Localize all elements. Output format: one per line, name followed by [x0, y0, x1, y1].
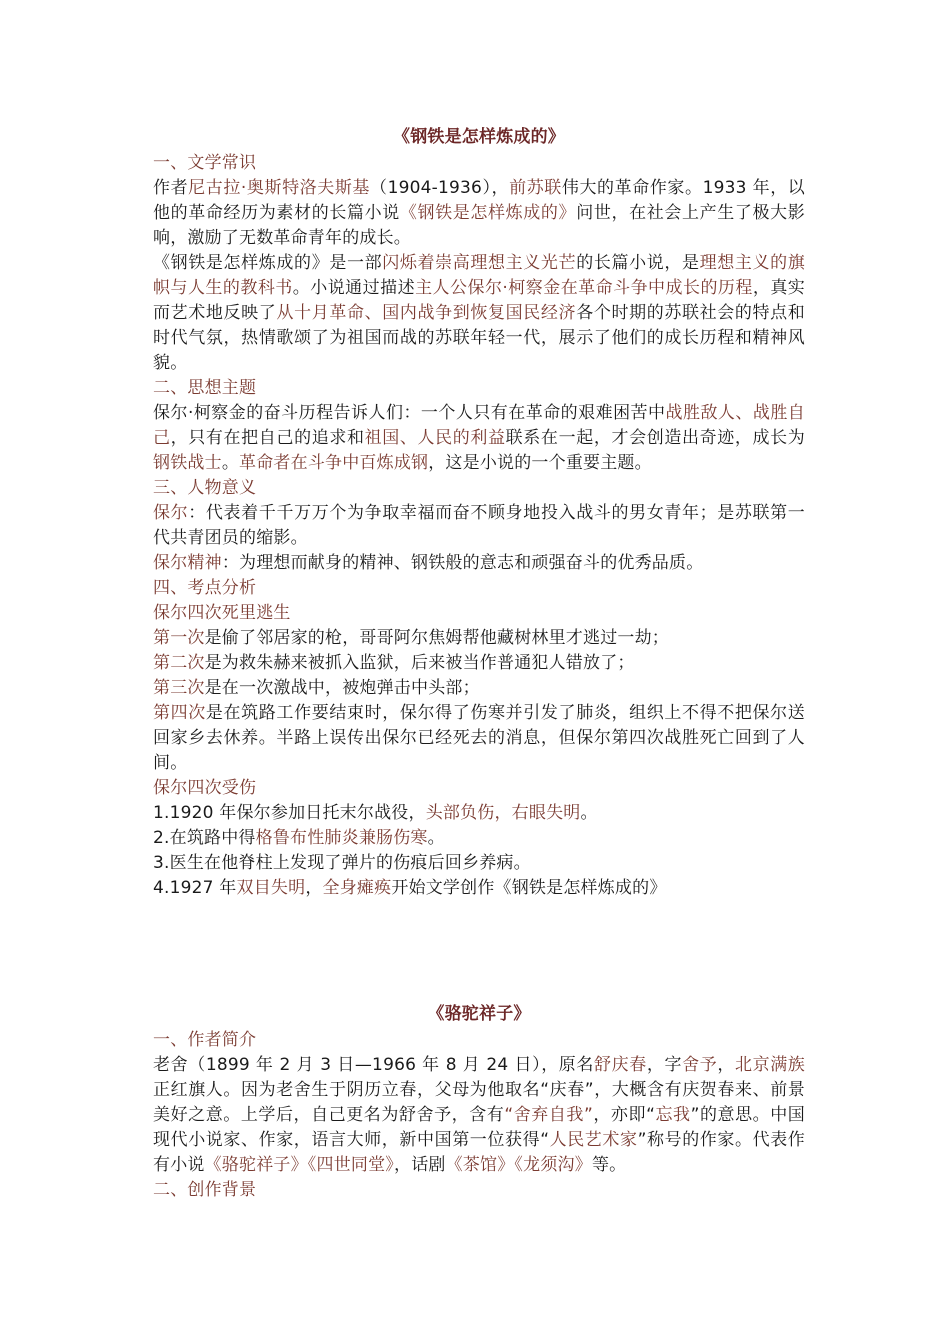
section1-title: 《钢铁是怎样炼成的》 [393, 127, 565, 147]
highlighted-text: 主人公保尔·柯察金在革命斗争中成长的历程 [415, 278, 753, 298]
text-run: 正红旗人。因为老舍生于阴历立春，父母为他取名“庆春”，大概含有庆贺春来、前景美好之意。上学后，自己更名为舒舍予，含有 [153, 1080, 805, 1125]
section1-paragraph-10 [153, 801, 805, 826]
text-run: 是在筑路工作要结束时，保尔得了伤寒并引发了肺炎，组织上不得不把保尔送回家乡去休养。半路上误传出保尔已经死去的消息，但保尔第四次战胜死亡回到了人间。 [153, 703, 805, 773]
text-run: ，这是小说的一个重要主题。 [428, 453, 652, 473]
text-run: 1.1920 年保尔参加日托末尔战役， [153, 803, 426, 823]
text-run: ， [717, 1055, 735, 1075]
text-run: ，真实而艺术地反映了 [153, 278, 805, 323]
highlighted-text: 钢铁战士 [153, 453, 222, 473]
section-gap [153, 901, 805, 1001]
highlighted-text: 头部负伤，右眼失明 [425, 803, 581, 823]
highlighted-text: 战胜敌人、战胜自己 [153, 403, 805, 448]
section1-paragraph-5 [153, 551, 805, 576]
highlighted-text: 第二次 [153, 653, 205, 673]
section1-paragraph-11 [153, 826, 805, 851]
highlighted-text: 舍予 [682, 1055, 718, 1075]
section1-subheading-injuries: 保尔四次受伤 [153, 778, 257, 798]
section1-paragraph-3 [153, 401, 805, 476]
highlighted-text: 从十月革命、国内战争到恢复国民经济 [276, 303, 577, 323]
text-run: 2.在筑路中得 [153, 828, 256, 848]
highlighted-text: 第一次 [153, 628, 205, 648]
highlighted-text: 革命者在斗争中百炼成钢 [239, 453, 429, 473]
highlighted-text: 双目失明 [236, 878, 306, 898]
section1-heading-4: 四、考点分析 [153, 578, 257, 598]
text-run: 是为救朱赫来被抓入监狱，后来被当作普通犯人错放了； [204, 653, 635, 673]
highlighted-text: 《茶馆》《龙须沟》 [445, 1155, 592, 1175]
text-run: ，亦即“ [593, 1105, 656, 1125]
text-run: ，只有在把自己的追求和 [170, 428, 365, 448]
highlighted-text: 保尔 [153, 503, 189, 523]
highlighted-text: 格鲁布性肺炎兼肠伤寒 [255, 828, 428, 848]
text-run: 4.1927 年 [153, 878, 237, 898]
section1-paragraph-12 [153, 851, 805, 876]
section1-paragraph-6 [153, 626, 805, 651]
highlighted-text: 人民艺术家 [549, 1130, 638, 1150]
section1-paragraph-7 [153, 651, 805, 676]
section2-title: 《骆驼祥子》 [427, 1004, 531, 1024]
text-run: 伟大的革命作家。1933 年，以他的革命经历为素材的长篇小说 [153, 178, 805, 223]
text-run: 3.医生在他脊柱上发现了弹片的伤痕后回乡养病。 [153, 853, 531, 873]
section1-paragraph-2 [153, 251, 805, 376]
text-run: 等。 [591, 1155, 627, 1175]
highlighted-text: 前苏联 [509, 178, 562, 198]
text-run: ”称号的作家。代表作有小说 [153, 1130, 806, 1175]
highlighted-text: 尼古拉·奥斯特洛夫斯基 [188, 178, 371, 198]
highlighted-text: 舒庆春 [594, 1055, 647, 1075]
text-run: 的长篇小说，是 [576, 253, 700, 273]
section1-paragraph-4 [153, 501, 805, 551]
text-run: ， [305, 878, 323, 898]
text-run: 是偷了邻居家的枪，哥哥阿尔焦姆帮他藏树林里才逃过一劫； [204, 628, 670, 648]
highlighted-text: 《骆驼祥子》《四世同堂》 [204, 1155, 395, 1175]
section1-subheading-escapes: 保尔四次死里逃生 [153, 603, 291, 623]
highlighted-text: 闪烁着崇高理想主义光芒 [382, 253, 577, 273]
text-run: 。 [580, 803, 598, 823]
highlighted-text: 第三次 [153, 678, 205, 698]
text-run: ：为理想而献身的精神、钢铁般的意志和顽强奋斗的优秀品质。 [221, 553, 704, 573]
text-run: ”的意思。中国现代小说家、作家，语言大师，新中国第一位获得“ [153, 1105, 806, 1150]
highlighted-text: 全身瘫痪 [322, 878, 392, 898]
highlighted-text: 理想主义的旗帜与人生的教科书 [153, 253, 806, 298]
section1-paragraph-1 [153, 176, 805, 251]
text-run: ，话剧 [394, 1155, 446, 1175]
text-run: （1904-1936）， [370, 178, 510, 198]
section1-heading-2: 二、思想主题 [153, 378, 257, 398]
text-run: 是在一次激战中，被炮弹击中头部； [204, 678, 480, 698]
section1-paragraph-9 [153, 701, 805, 776]
text-run: ：代表着千千万万个为争取幸福而奋不顾身地投入战斗的男女青年；是苏联第一代共青团员的缩影。 [153, 503, 806, 548]
text-run: 。 [221, 453, 240, 473]
section2-paragraph-1 [153, 1053, 805, 1178]
section2-heading-1: 一、作者简介 [153, 1030, 257, 1050]
document-page [153, 124, 805, 1203]
text-run: 联系在一起，才会创造出奇迹，成长为 [505, 428, 805, 448]
highlighted-text: 《钢铁是怎样炼成的》 [399, 203, 577, 223]
text-run: 。 [427, 828, 445, 848]
section1-heading-1: 一、文学常识 [153, 153, 257, 173]
text-run: ，字 [646, 1055, 683, 1075]
section1-heading-3: 三、人物意义 [153, 478, 257, 498]
highlighted-text: 北京满族 [734, 1055, 806, 1075]
highlighted-text: 保尔精神 [153, 553, 222, 573]
section2-heading-2: 二、创作背景 [153, 1180, 257, 1200]
text-run: 作者 [153, 178, 189, 198]
highlighted-text: 忘我 [655, 1105, 691, 1125]
text-run: 保尔·柯察金的奋斗历程告诉人们：一个人只有在革命的艰难困苦中 [153, 403, 666, 423]
section1-paragraph-13 [153, 876, 805, 901]
text-run: 各个时期的苏联社会的特点和时代气氛，热情歌颂了为祖国而战的苏联年轻一代，展示了他们的成长历程和精神风貌。 [153, 303, 805, 373]
text-run: 开始文学创作《钢铁是怎样炼成的》 [391, 878, 667, 898]
text-run: 《钢铁是怎样炼成的》是一部 [153, 253, 383, 273]
text-run: 老舍（1899 年 2 月 3 日—1966 年 8 月 24 日），原名 [153, 1055, 595, 1075]
text-run: 。小说通过描述 [292, 278, 416, 298]
text-run: 问世，在社会上产生了极大影响，激励了无数革命青年的成长。 [153, 203, 805, 248]
highlighted-text: “舍弃自我” [504, 1105, 593, 1125]
highlighted-text: 祖国、人民的利益 [364, 428, 506, 448]
highlighted-text: 第四次 [153, 703, 206, 723]
section1-paragraph-8 [153, 676, 805, 701]
